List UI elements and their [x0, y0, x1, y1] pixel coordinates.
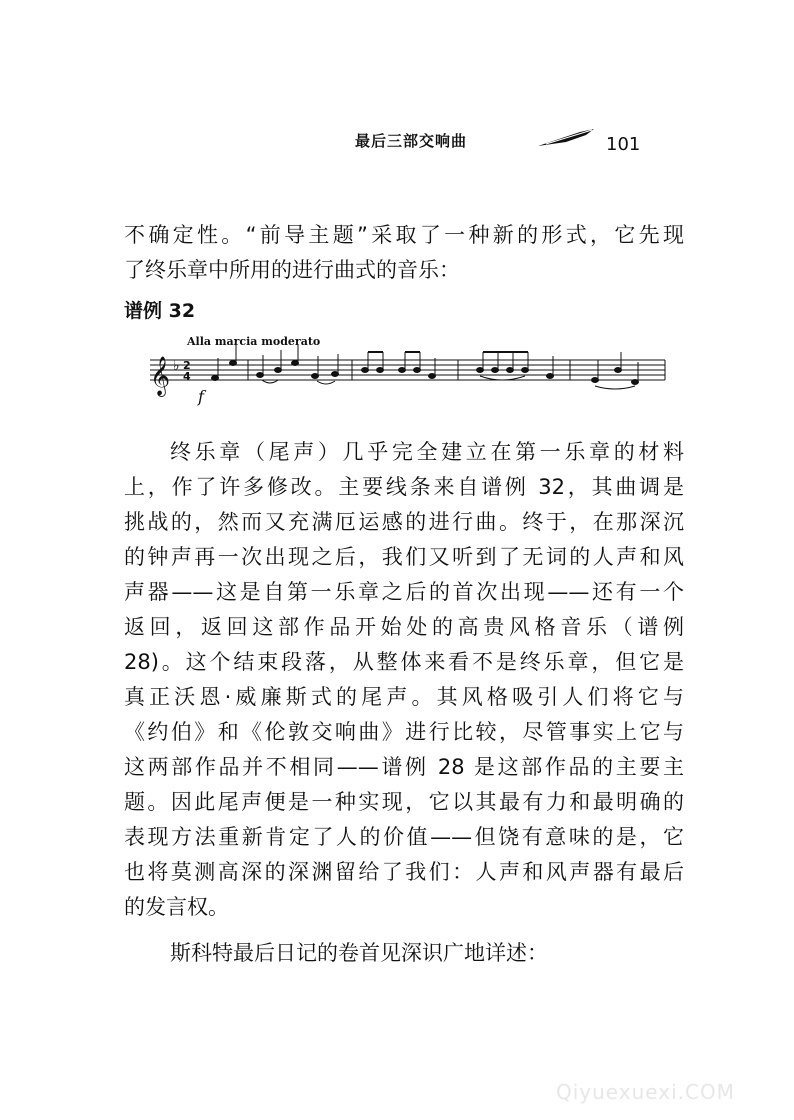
- staff-lines: [150, 360, 665, 380]
- text-line: 声器——这是自第一乐章之后的首次出现——还有一个: [124, 580, 684, 604]
- paragraph-1: [124, 218, 684, 288]
- text-line: 真正沃恩·威廉斯式的尾声。其风格吸引人们将它与: [124, 685, 684, 709]
- text-line: 终乐章（尾声）几乎完全建立在第一乐章的材料: [170, 440, 684, 464]
- text-line: 这两部作品并不相同——谱例 28 是这部作品的主要主: [124, 755, 684, 779]
- text-line: 《约伯》和《伦敦交响曲》进行比较，尽管事实上它与: [124, 720, 684, 744]
- text-line: 28)。这个结束段落，从整体来看不是终乐章，但它是: [124, 650, 684, 674]
- text-line: 上，作了许多修改。主要线条来自谱例 32，其曲调是: [124, 475, 684, 499]
- page-number: 101: [606, 134, 641, 155]
- time-signature: 2: [183, 359, 191, 372]
- dynamic-marking: f: [198, 387, 204, 406]
- paragraph-3: [124, 936, 684, 971]
- text-line: 表现方法重新肯定了人的价值——但饶有意味的是，它: [124, 825, 684, 849]
- tempo-marking: Alla marcia moderato: [187, 335, 321, 348]
- feather-quill-icon: [536, 128, 596, 148]
- flat-icon: ♭: [173, 358, 180, 374]
- text-line: 也将莫测高深的深渊留给了我们：人声和风声器有最后: [124, 860, 684, 884]
- watermark: Qiyuexuexi.COM: [556, 1080, 735, 1104]
- example-label: 谱例 32: [124, 300, 196, 322]
- text-line: 的钟声再一次出现之后，我们又听到了无词的人声和风: [124, 545, 684, 569]
- text-line: 了终乐章中所用的进行曲式的音乐：: [124, 258, 460, 282]
- paragraph-2: [124, 435, 684, 925]
- music-score: [140, 340, 670, 410]
- text-line: 斯科特最后日记的卷首见深识广地详述：: [170, 941, 548, 965]
- treble-clef-icon: 𝄞: [150, 356, 171, 396]
- text-line: 返回，返回这部作品开始处的高贵风格音乐（谱例: [124, 615, 684, 639]
- chapter-title: 最后三部交响曲: [355, 132, 468, 150]
- text-line: 题。因此尾声便是一种实现，它以其最有力和最明确的: [124, 790, 684, 814]
- time-signature: 4: [183, 370, 191, 383]
- text-line: 挑战的，然而又充满厄运感的进行曲。终于，在那深沉: [124, 510, 684, 534]
- text-line: 不确定性。“前导主题”采取了一种新的形式，它先现: [124, 223, 684, 247]
- text-line: 的发言权。: [124, 895, 229, 919]
